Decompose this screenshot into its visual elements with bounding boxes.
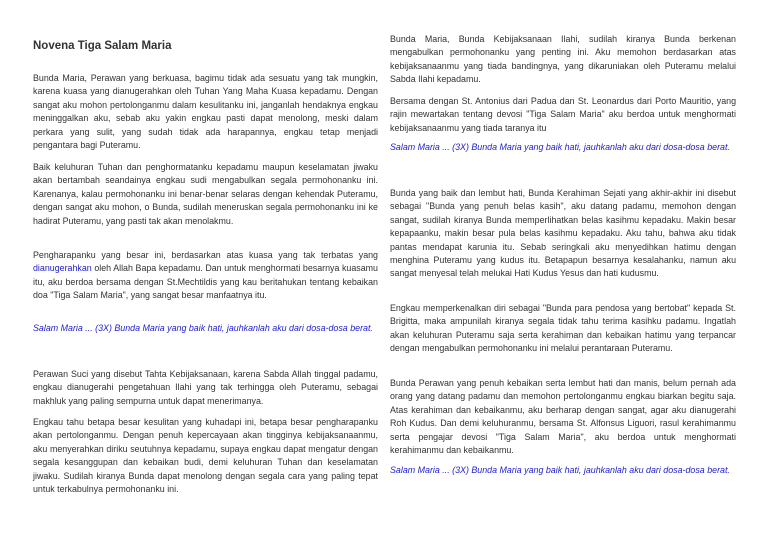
prayer-salam-maria-1: Salam Maria ... (3X) Bunda Maria yang baik hati, jauhkanlah aku dari dosa-dosa berat.: [33, 323, 373, 333]
paragraph-kebijaksanaan-ilahi: Bunda Maria, Bunda Kebijaksanaan Ilahi, sudilah kiranya Bunda berkenan mengabulkan permohonanku yang penting ini. Aku memohon berdasarkan atas kebijaksanaanmu yang tiada bandingnya, yang dikaruniakan oleh Puteramu melalui Sabda Ilahi kepadamu.: [390, 34, 736, 85]
paragraph-alfonsus: Bunda Perawan yang penuh kebaikan serta lembut hati dan manis, belum pernah ada orang yang datang padamu dan memohon pertolonganmu engkau biarkan begitu saja. Atas kerahiman dan kebaikanmu, aku berharap dengan sangat, agar aku dianugerahi Roh Kudus. Dan demi keluhuranmu, bersama St. Alfonsus Liguori, rasul kerahimanmu serta pengajar devosi "Tiga Salam Maria", aku berdoa untuk menghormati kerahimanmu dan kebaikanmu.: [390, 378, 736, 456]
dianugerahkan-link[interactable]: dianugerahkan: [33, 263, 92, 274]
paragraph-tahta-kebijaksanaan: Perawan Suci yang disebut Tahta Kebijaksanaan, karena Sabda Allah tinggal padamu, engkau dianugerahi pengetahuan Ilahi yang tak terhingga oleh Puteramu, sebagai makhluk yang paling sempurna untuk dapat menerimanya.: [33, 369, 378, 406]
prayer-salam-maria-2: Salam Maria ... (3X) Bunda Maria yang baik hati, jauhkanlah aku dari dosa-dosa berat.: [390, 142, 730, 152]
paragraph-pengharapan-start: Pengharapanku yang besar ini, berdasarkan atas kuasa yang tak terbatas yang: [33, 250, 378, 260]
paragraph-intro: Bunda Maria, Perawan yang berkuasa, bagimu tidak ada sesuatu yang tak mungkin, karena kuasa yang dianugerahkan oleh Tuhan Yang Maha Kuasa kepadamu. Dengan sangat aku mohon pertolonganmu dalam kesulitanku ini, janganlah hendaknya engkau meninggalkan aku, sebab aku yakin engkau pasti dapat menolong, meski dalam perkara yang sulit, yang sudah tidak ada harapannya, engkau tetap menjadi pengantara bagi Puteramu.: [33, 73, 378, 151]
paragraph-brigitta: Engkau memperkenalkan diri sebagai "Bunda para pendosa yang bertobat" kepada St. Brigitta, maka ampunilah kiranya segala tidak tahu terima kasihku padamu. Ingatlah akan keluhuran Puteramu saja serta kerahiman dan kebaikan hatimu yang terpancar dengan mengabulkan permohonanku ini melalui perantaraan Puteramu.: [390, 303, 736, 354]
paragraph-keluhuran: Baik keluhuran Tuhan dan penghormatanku kepadamu maupun keselamatan jiwaku akan bertambah seandainya engkau sudi mengabulkan segala permohonanku ini. Karenanya, kalau permohonanku ini benar-benar selaras dengan kehendak Puteramu, dengan sangat aku mohon, o Bunda, sudilah meneruskan segala permohonanku ini ke hadirat Puteramu, yang pasti tak akan menolakmu.: [33, 162, 378, 226]
paragraph-kesulitan: Engkau tahu betapa besar kesulitan yang kuhadapi ini, betapa besar pengharapanku akan pertolonganmu. Dengan penuh kepercayaan akan tingginya kebijaksanaanmu, aku menyerahkan diriku seutuhnya kepadamu, supaya engkau dapat mengatur dengan segala kesanggupan dan kebaikan budi, demi keluhuran Tuhan dan keselamatan jiwaku. Sudilah kiranya Bunda dapat menolong dengan segala cara yang paling tepat untuk terkabulnya permohonanku ini.: [33, 417, 378, 495]
paragraph-pengharapan-end: oleh Allah Bapa kepadamu. Dan untuk menghormati besarnya kuasamu itu, aku berdoa bersama dengan St.Mechtildis yang kau beritahukan tentang kebaikan doa "Tiga Salam Maria", yang sangat besar manfaatnya itu.: [33, 263, 378, 301]
prayer-salam-maria-3: Salam Maria ... (3X) Bunda Maria yang baik hati, jauhkanlah aku dari dosa-dosa berat.: [390, 465, 730, 475]
paragraph-antonius: Bersama dengan St. Antonius dari Padua dan St. Leonardus dari Porto Mauritio, yang rajin mewartakan tentang devosi "Tiga Salam Maria" aku berdoa untuk menghormati kebijaksanaanmu yang tiada taranya itu: [390, 96, 736, 133]
page-title: Novena Tiga Salam Maria: [33, 40, 172, 52]
paragraph-belas-kasih: Bunda yang baik dan lembut hati, Bunda Kerahiman Sejati yang akhir-akhir ini disebut sebagai "Bunda yang penuh belas kasih", aku datang padamu, memohon dengan sangat, sudilah kiranya Bunda memperlihatkan belas kasihmu kepadaku. Makin besar kepapaanku, makin besar pula belas kasihmu kepadaku. Aku tahu, bahwa aku tidak pantas mendapat karunia itu. Sebab seringkali aku menyedihkan hatimu dengan menghina Puteramu yang kudus itu. Betapapun besarnya kesalahanku, namun aku sangat menyesal telah melukai Hati Kudus Yesus dan hati kudusmu.: [390, 188, 736, 279]
paragraph-pengharapan: [33, 249, 378, 303]
